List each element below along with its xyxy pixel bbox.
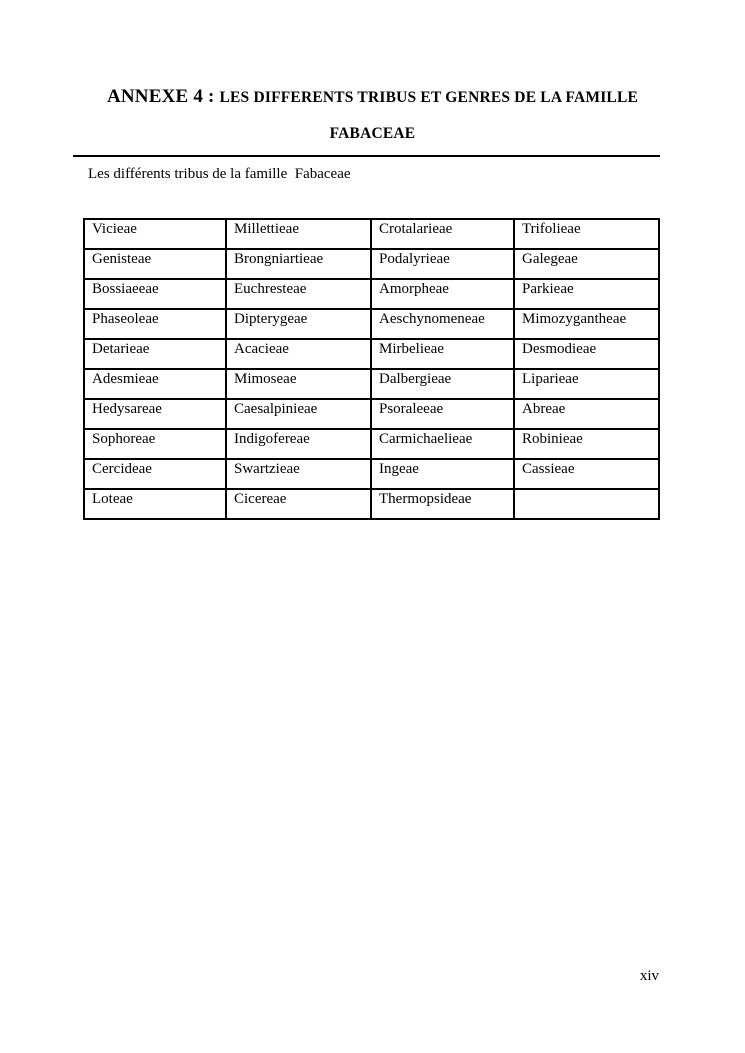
table-row bbox=[84, 459, 659, 489]
table-cell: Amorpheae bbox=[371, 279, 514, 309]
table-cell: Psoraleeae bbox=[371, 399, 514, 429]
table-cell: Detarieae bbox=[84, 339, 226, 369]
annex-title-line2: FABACEAE bbox=[329, 125, 416, 142]
table-cell: Brongniartieae bbox=[226, 249, 371, 279]
table-row bbox=[84, 369, 659, 399]
table-cell: Millettieae bbox=[226, 219, 371, 249]
table-row bbox=[84, 429, 659, 459]
table-cell bbox=[514, 489, 659, 519]
table-cell: Sophoreae bbox=[84, 429, 226, 459]
table-row bbox=[84, 279, 659, 309]
table-cell: Loteae bbox=[84, 489, 226, 519]
tribes-table bbox=[83, 218, 660, 520]
table-row bbox=[84, 489, 659, 519]
table-cell: Phaseoleae bbox=[84, 309, 226, 339]
page-number: xiv bbox=[639, 968, 659, 984]
table-cell: Euchresteae bbox=[226, 279, 371, 309]
table-cell: Podalyrieae bbox=[371, 249, 514, 279]
annex-title-prefix: ANNEXE 4 : bbox=[106, 86, 220, 107]
table-cell: Galegeae bbox=[514, 249, 659, 279]
table-cell: Aeschynomeneae bbox=[371, 309, 514, 339]
table-cell: Acacieae bbox=[226, 339, 371, 369]
table-row bbox=[84, 219, 659, 249]
table-cell: Parkieae bbox=[514, 279, 659, 309]
table-cell: Crotalarieae bbox=[371, 219, 514, 249]
table-cell: Cassieae bbox=[514, 459, 659, 489]
table-cell: Hedysareae bbox=[84, 399, 226, 429]
table-cell: Cicereae bbox=[226, 489, 371, 519]
table-cell: Mimozygantheae bbox=[514, 309, 659, 339]
table-cell: Dalbergieae bbox=[371, 369, 514, 399]
table-cell: Thermopsideae bbox=[371, 489, 514, 519]
table-row bbox=[84, 249, 659, 279]
horizontal-divider bbox=[73, 155, 660, 157]
table-cell: Vicieae bbox=[84, 219, 226, 249]
table-row bbox=[84, 309, 659, 339]
table-cell: Caesalpinieae bbox=[226, 399, 371, 429]
table-row bbox=[84, 399, 659, 429]
annex-title bbox=[0, 86, 745, 108]
table-cell: Ingeae bbox=[371, 459, 514, 489]
table-cell: Mimoseae bbox=[226, 369, 371, 399]
table-cell: Liparieae bbox=[514, 369, 659, 399]
annex-title-rest: LES DIFFERENTS TRIBUS ET GENRES DE LA FAMILLE bbox=[219, 89, 639, 106]
table-cell: Mirbelieae bbox=[371, 339, 514, 369]
table-row bbox=[84, 339, 659, 369]
table-cell: Robinieae bbox=[514, 429, 659, 459]
table-cell: Trifolieae bbox=[514, 219, 659, 249]
table-cell: Abreae bbox=[514, 399, 659, 429]
table-cell: Swartzieae bbox=[226, 459, 371, 489]
table-cell: Adesmieae bbox=[84, 369, 226, 399]
table-cell: Genisteae bbox=[84, 249, 226, 279]
table-cell: Cercideae bbox=[84, 459, 226, 489]
table-caption: Les différents tribus de la famille Fabaceae bbox=[88, 166, 351, 182]
table-cell: Bossiaeeae bbox=[84, 279, 226, 309]
table-cell: Indigofereae bbox=[226, 429, 371, 459]
table-cell: Dipterygeae bbox=[226, 309, 371, 339]
table-cell: Carmichaelieae bbox=[371, 429, 514, 459]
table-cell: Desmodieae bbox=[514, 339, 659, 369]
